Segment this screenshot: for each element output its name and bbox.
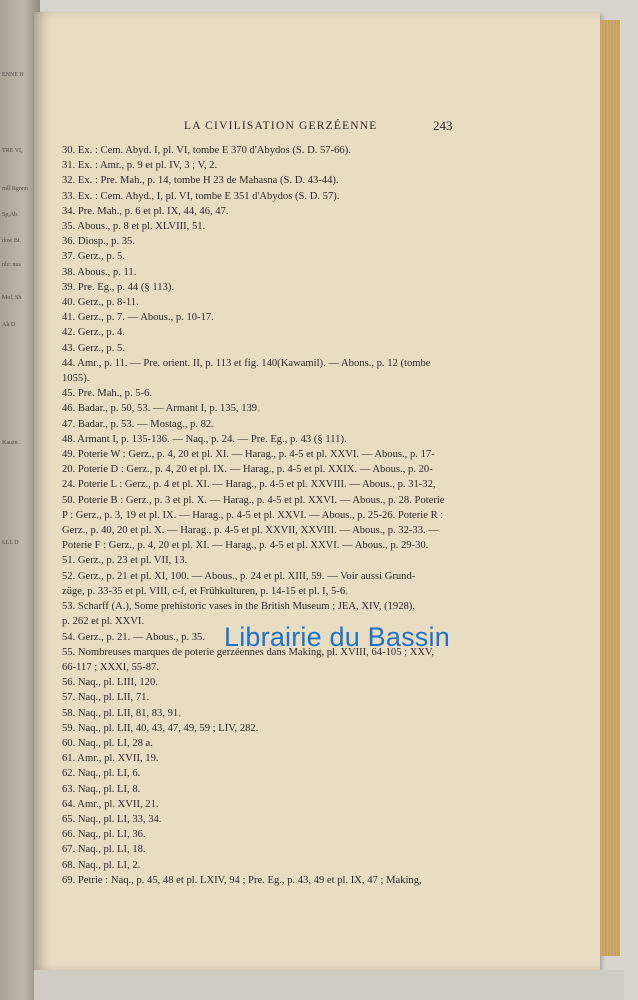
facing-page-fragment: Ah D: [2, 322, 16, 328]
footnote-line: 51. Gerz., p. 23 et pl. VII, 13.: [62, 555, 188, 567]
footnote-line: 43. Gerz., p. 5.: [62, 342, 125, 354]
footnote-line: 32. Ex. : Pre. Mah., p. 14, tombe H 23 de Mahasna (S. D. 43-44).: [62, 175, 339, 187]
footnote-line: 63. Naq., pl. LI, 8.: [62, 783, 141, 795]
table-surface: [34, 970, 624, 1000]
facing-page-fragment: Mol, Sh: [2, 295, 22, 301]
footnote-line: 69. Petrie : Naq., p. 45, 48 et pl. LXIV, 94 ; Pre. Eg., p. 43, 49 et pl. IX, 47 ; Making,: [62, 874, 422, 886]
page-block-edge: [600, 20, 620, 956]
footnote-line: 50. Poterie B : Gerz., p. 3 et pl. X. — Harag., p. 4-5 et pl. XXVI. — Abous., p. 28. Poterie: [62, 494, 445, 506]
footnote-line: 36. Diosp., p. 35.: [62, 236, 135, 248]
footnote-line: 54. Gerz., p. 21. — Abous., p. 35.: [62, 631, 206, 643]
footnote-line: 56. Naq., pl. LIII, 120.: [62, 677, 158, 689]
facing-page-fragment: dow Bt.: [2, 238, 22, 244]
footnote-line: 33. Ex. : Cem. Ahyd., I, pl. VI, tombe E 351 d'Abydos (S. D. 57).: [62, 190, 340, 202]
footnote-line: 24. Poterie L : Gerz., p. 4 et pl. XI. — Harag., p. 4-5 et pl. XXVIII. — Abous., p. 31-32,: [62, 479, 436, 491]
footnote-line: 38. Abous., p. 11.: [62, 266, 137, 278]
facing-page-fragment: Kauzn .: [2, 440, 21, 446]
footnote-line: 66. Naq., pl. LI, 36.: [62, 829, 146, 841]
footnote-line: 37. Gerz., p. 5.: [62, 251, 125, 263]
footnote-line: 61. Amr., pl. XVII, 19.: [62, 753, 159, 765]
footnote-line: 59. Naq., pl. LII, 40, 43, 47, 49, 59 ; LIV, 282.: [62, 722, 259, 734]
facing-page-fragment: Sp,Ab.: [2, 212, 19, 218]
footnote-line: 67. Naq., pl. LI, 18.: [62, 844, 146, 856]
footnote-line: 68. Naq., pl. LI, 2.: [62, 859, 141, 871]
footnote-line: 44. Amr., p. 11. — Pre. orient. II, p. 113 et fig. 140(Kawamil). — Abons., p. 12 (tombe: [62, 357, 431, 369]
footnote-line: p. 262 et pl. XXVI.: [62, 616, 145, 628]
facing-page-fragment: ENNE II: [2, 72, 24, 78]
footnote-line: 58. Naq., pl. LII, 81, 83, 91.: [62, 707, 181, 719]
facing-page-fragment: LLL D: [2, 540, 19, 546]
footnote-line: 49. Poterie W : Gerz., p. 4, 20 et pl. XI. — Harag., p. 4-5 et pl. XXVI. — Abous., p. 17-: [62, 449, 435, 461]
footnote-line: 55. Nombreuses marques de poterie gerzéennes dans Making, pl. XVIII, 64-105 ; XXV,: [62, 646, 434, 658]
footnote-line: Poterie F : Gerz., p. 4, 20 et pl. XI. — Harag., p. 4-5 et pl. XXVI. — Abous., p. 29-30.: [62, 540, 429, 552]
footnote-list: [62, 143, 482, 888]
page-number: 243: [433, 118, 453, 133]
footnote-line: 52. Gerz., p. 21 et pl. XI, 100. — Abous., p. 24 et pl. XIII, 59. — Voir aussi Grund-: [62, 570, 416, 582]
footnote-line: 41. Gerz., p. 7. — Abous., p. 10-17.: [62, 312, 214, 324]
footnote-line: 64. Amr., pl. XVII, 21.: [62, 798, 159, 810]
footnote-line: 20. Poterie D : Gerz., p. 4, 20 et pl. IX. — Harag., p. 4-5 et pl. XXIX. — Abous., p. 20-: [62, 464, 433, 476]
footnote-line: 39. Pre. Eg., p. 44 (§ 113).: [62, 281, 175, 293]
footnote-line: 53. Scharff (A.), Some prehistoric vases in the British Museum ; JEA, XIV, (1928),: [62, 601, 415, 613]
footnote-line: 47. Badar., p. 53. — Mostag., p. 82.: [62, 418, 214, 430]
footnote-line: Gerz., p. 40, 20 et pl. X. — Harag., p. 4-5 et pl. XXVII, XXVIII. — Abous., p. 32-33. —: [62, 525, 439, 537]
footnote-line: 40. Gerz., p. 8-11.: [62, 297, 139, 309]
footnote-line: 46. Badar., p. 50, 53. — Armant I, p. 135, 139.: [62, 403, 260, 415]
footnote-line: P : Gerz., p. 3, 19 et pl. IX. — Harag., p. 4-5 et pl. XXVI. — Abous., p. 25-26. Poterie R :: [62, 509, 444, 521]
footnote-line: 45. Pre. Mah., p. 5-6.: [62, 388, 153, 400]
footnote-line: züge, p. 33-35 et pl. VIII, c-f, et Frühkulturen, p. 14-15 et pl. I, 5-6.: [62, 585, 348, 597]
footnote-line: 66-117 ; XXXI, 55-87.: [62, 661, 159, 673]
footnote-line: 34. Pre. Mah., p. 6 et pl. IX, 44, 46, 47.: [62, 205, 229, 217]
footnote-line: 48. Armant I, p. 135-136. — Naq., p. 24. — Pre. Eg., p. 43 (§ 111).: [62, 433, 347, 445]
footnote-line: 30. Ex. : Cem. Abyd. I, pl. VI, tombe E 370 d'Abydos (S. D. 57-66).: [62, 145, 351, 156]
footnote-line: 31. Ex. : Amr., p. 9 et pl. IV, 3 ; V, 2.: [62, 160, 218, 172]
facing-page-fragment: nlc: nus: [2, 262, 21, 268]
footnote-line: 1055).: [62, 373, 90, 385]
facing-page-fragment: rnll Rgnnn: [2, 186, 28, 192]
footnote-line: 42. Gerz., p. 4.: [62, 327, 125, 339]
footnote-line: 65. Naq., pl. LI, 33, 34.: [62, 813, 162, 825]
footnote-line: 35. Abous., p. 8 et pl. XLVIII, 51.: [62, 221, 206, 233]
facing-page-fragment: TRE VI,: [2, 148, 23, 154]
footnote-line: 62. Naq., pl. LI, 6.: [62, 768, 141, 780]
footnote-line: 60. Naq., pl. LI, 28 a.: [62, 737, 153, 749]
running-title: LA CIVILISATION GERZÉENNE: [184, 120, 378, 132]
footnote-line: 57. Naq., pl. LII, 71.: [62, 692, 150, 704]
watermark-text: Librairie du Bassin: [224, 622, 450, 652]
